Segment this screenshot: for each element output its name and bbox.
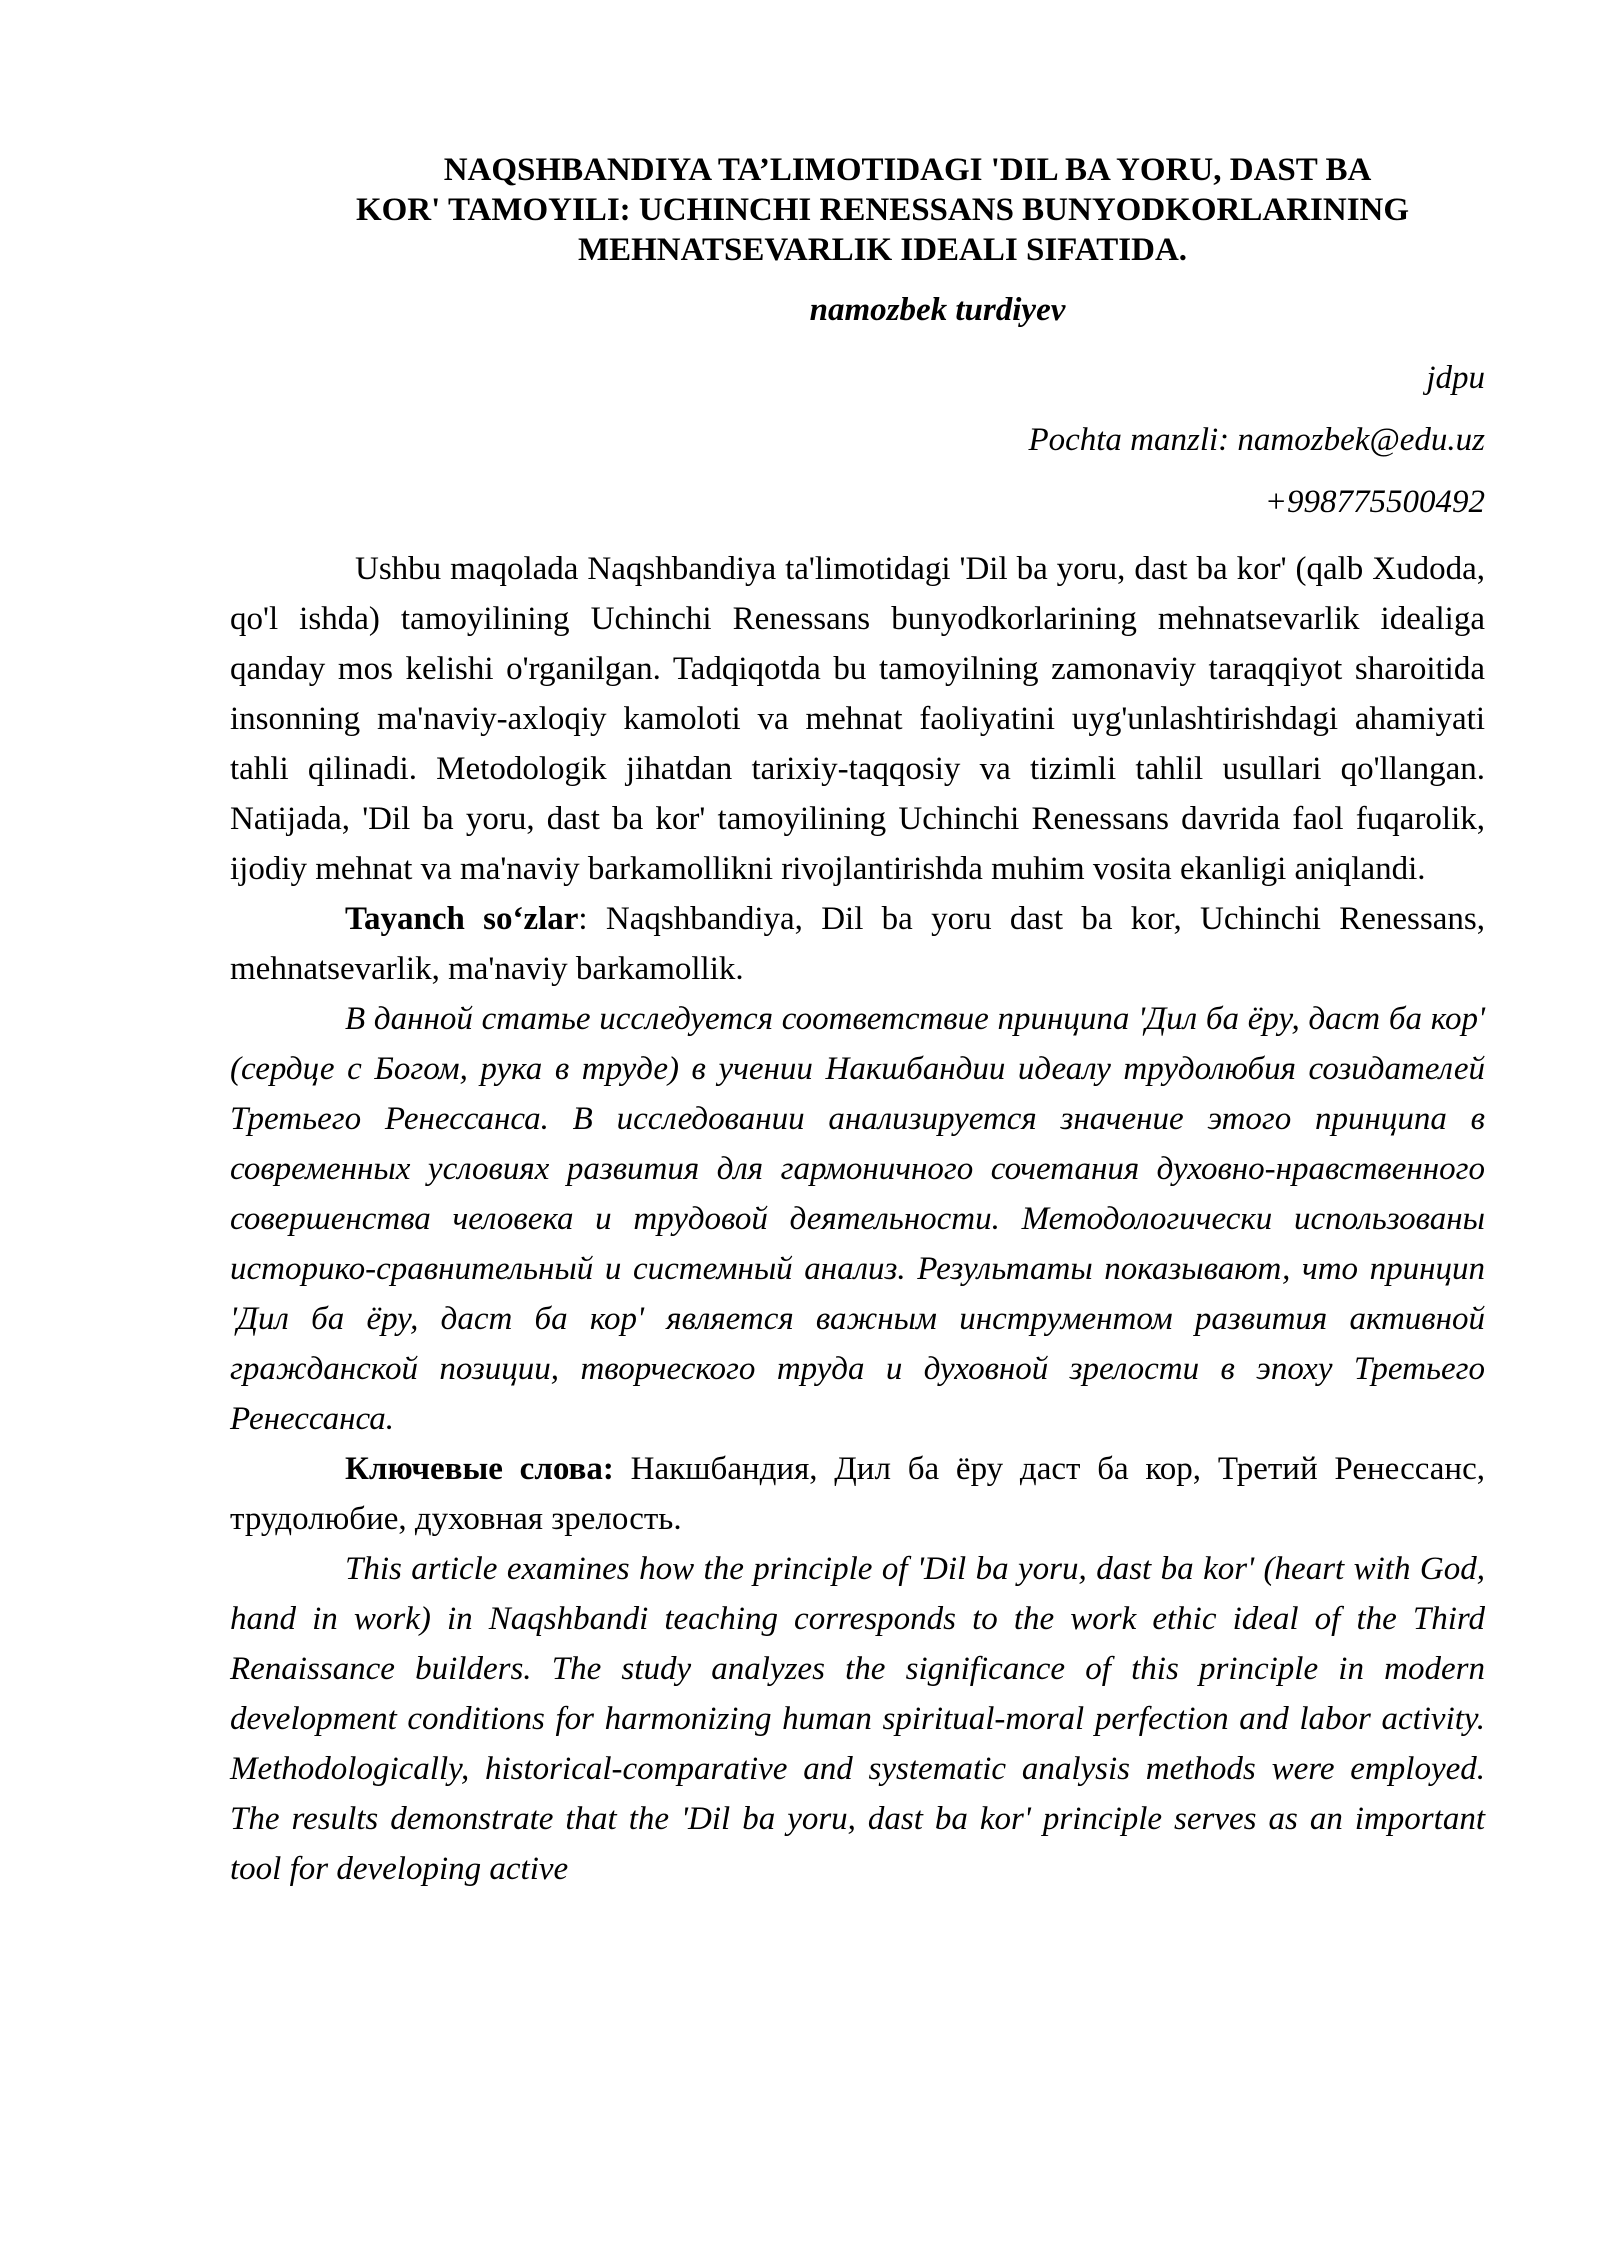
abstract-russian: В данной статье исследуется соответствие принципа 'Дил ба ёру, даст ба кор' (сердце с Богом, рука в труде) в учении Накшбандии идеалу трудолюбия созидателей Третьего Ренессанса. В исследовании анализируется значение этого принципа в современных условиях развития для гармоничного сочетания духовно-нравственного совершенства человека и трудовой деятельности. Методологически использованы историко-сравнительный и системный анализ. Результаты показывают, что принцип 'Дил ба ёру, даст ба кор' является важным инструментом развития активной гражданской позиции, творческого труда и духовной зрелости в эпоху Третьего Ренессанса. (230, 1001, 1485, 1437)
keywords-russian-label: Ключевые слова: (345, 1451, 614, 1487)
title-line-3: MEHNATSEVARLIK IDEALI SIFATIDA. (577, 232, 1188, 268)
keywords-uzbek-separator: : (578, 901, 588, 937)
keywords-uzbek-text: Naqshbandiya, Dil ba yoru dast ba kor, Uchinchi Renessans, mehnatsevarlik, ma'naviy barkamollik. (230, 901, 1485, 987)
phone-number: +998775500492 (1264, 484, 1485, 520)
title-line-2: KOR' TAMOYILI: UCHINCHI RENESSANS BUNYODKORLARINING (355, 192, 1410, 228)
keywords-uzbek-label: Tayanch so‘zlar (345, 901, 579, 937)
keywords-uzbek (230, 894, 1485, 994)
abstract-english: This article examines how the principle of 'Dil ba yoru, dast ba kor' (heart with God, hand in work) in Naqshbandi teaching corresponds to the work ethic ideal of the Third Renaissance builders. The study analyzes the significance of this principle in modern development conditions for harmonizing human spiritual-moral perfection and labor activity. Methodologically, historical-comparative and systematic analysis methods were employed. The results demonstrate that the 'Dil ba yoru, dast ba kor' principle serves as an important tool for developing active (230, 1551, 1485, 1887)
affiliation: jdpu (1426, 360, 1485, 396)
author-name: namozbek turdiyev (809, 292, 1066, 328)
title-line-1: NAQSHBANDIYA TA’LIMOTIDAGI 'DIL BA YORU, DAST BA (443, 152, 1372, 188)
paper-title (230, 150, 1485, 270)
document-page (230, 150, 1485, 1894)
keywords-russian-text: Накшбандия, Дил ба ёру даст ба кор, Третий Ренессанс, трудолюбие, духовная зрелость. (230, 1451, 1485, 1537)
keywords-russian (230, 1444, 1485, 1544)
email-line: Pochta manzli: namozbek@edu.uz (1028, 422, 1485, 458)
abstract-uzbek: Ushbu maqolada Naqshbandiya ta'limotidagi 'Dil ba yoru, dast ba kor' (qalb Xudoda, qo'l ishda) tamoyilining Uchinchi Renessans bunyodkorlarining mehnatsevarlik idealiga qanday mos kelishi o'rganilgan. Tadqiqotda bu tamoyilning zamonaviy taraqqiyot sharoitida insonning ma'naviy-axloqiy kamoloti va mehnat faoliyatini uyg'unlashtirishdagi ahamiyati tahli qilinadi. Metodologik jihatdan tarixiy-taqqosiy va tizimli tahlil usullari qo'llangan. Natijada, 'Dil ba yoru, dast ba kor' tamoyilining Uchinchi Renessans davrida faol fuqarolik, ijodiy mehnat va ma'naviy barkamollikni rivojlantirishda muhim vosita ekanligi aniqlandi. (230, 551, 1485, 887)
